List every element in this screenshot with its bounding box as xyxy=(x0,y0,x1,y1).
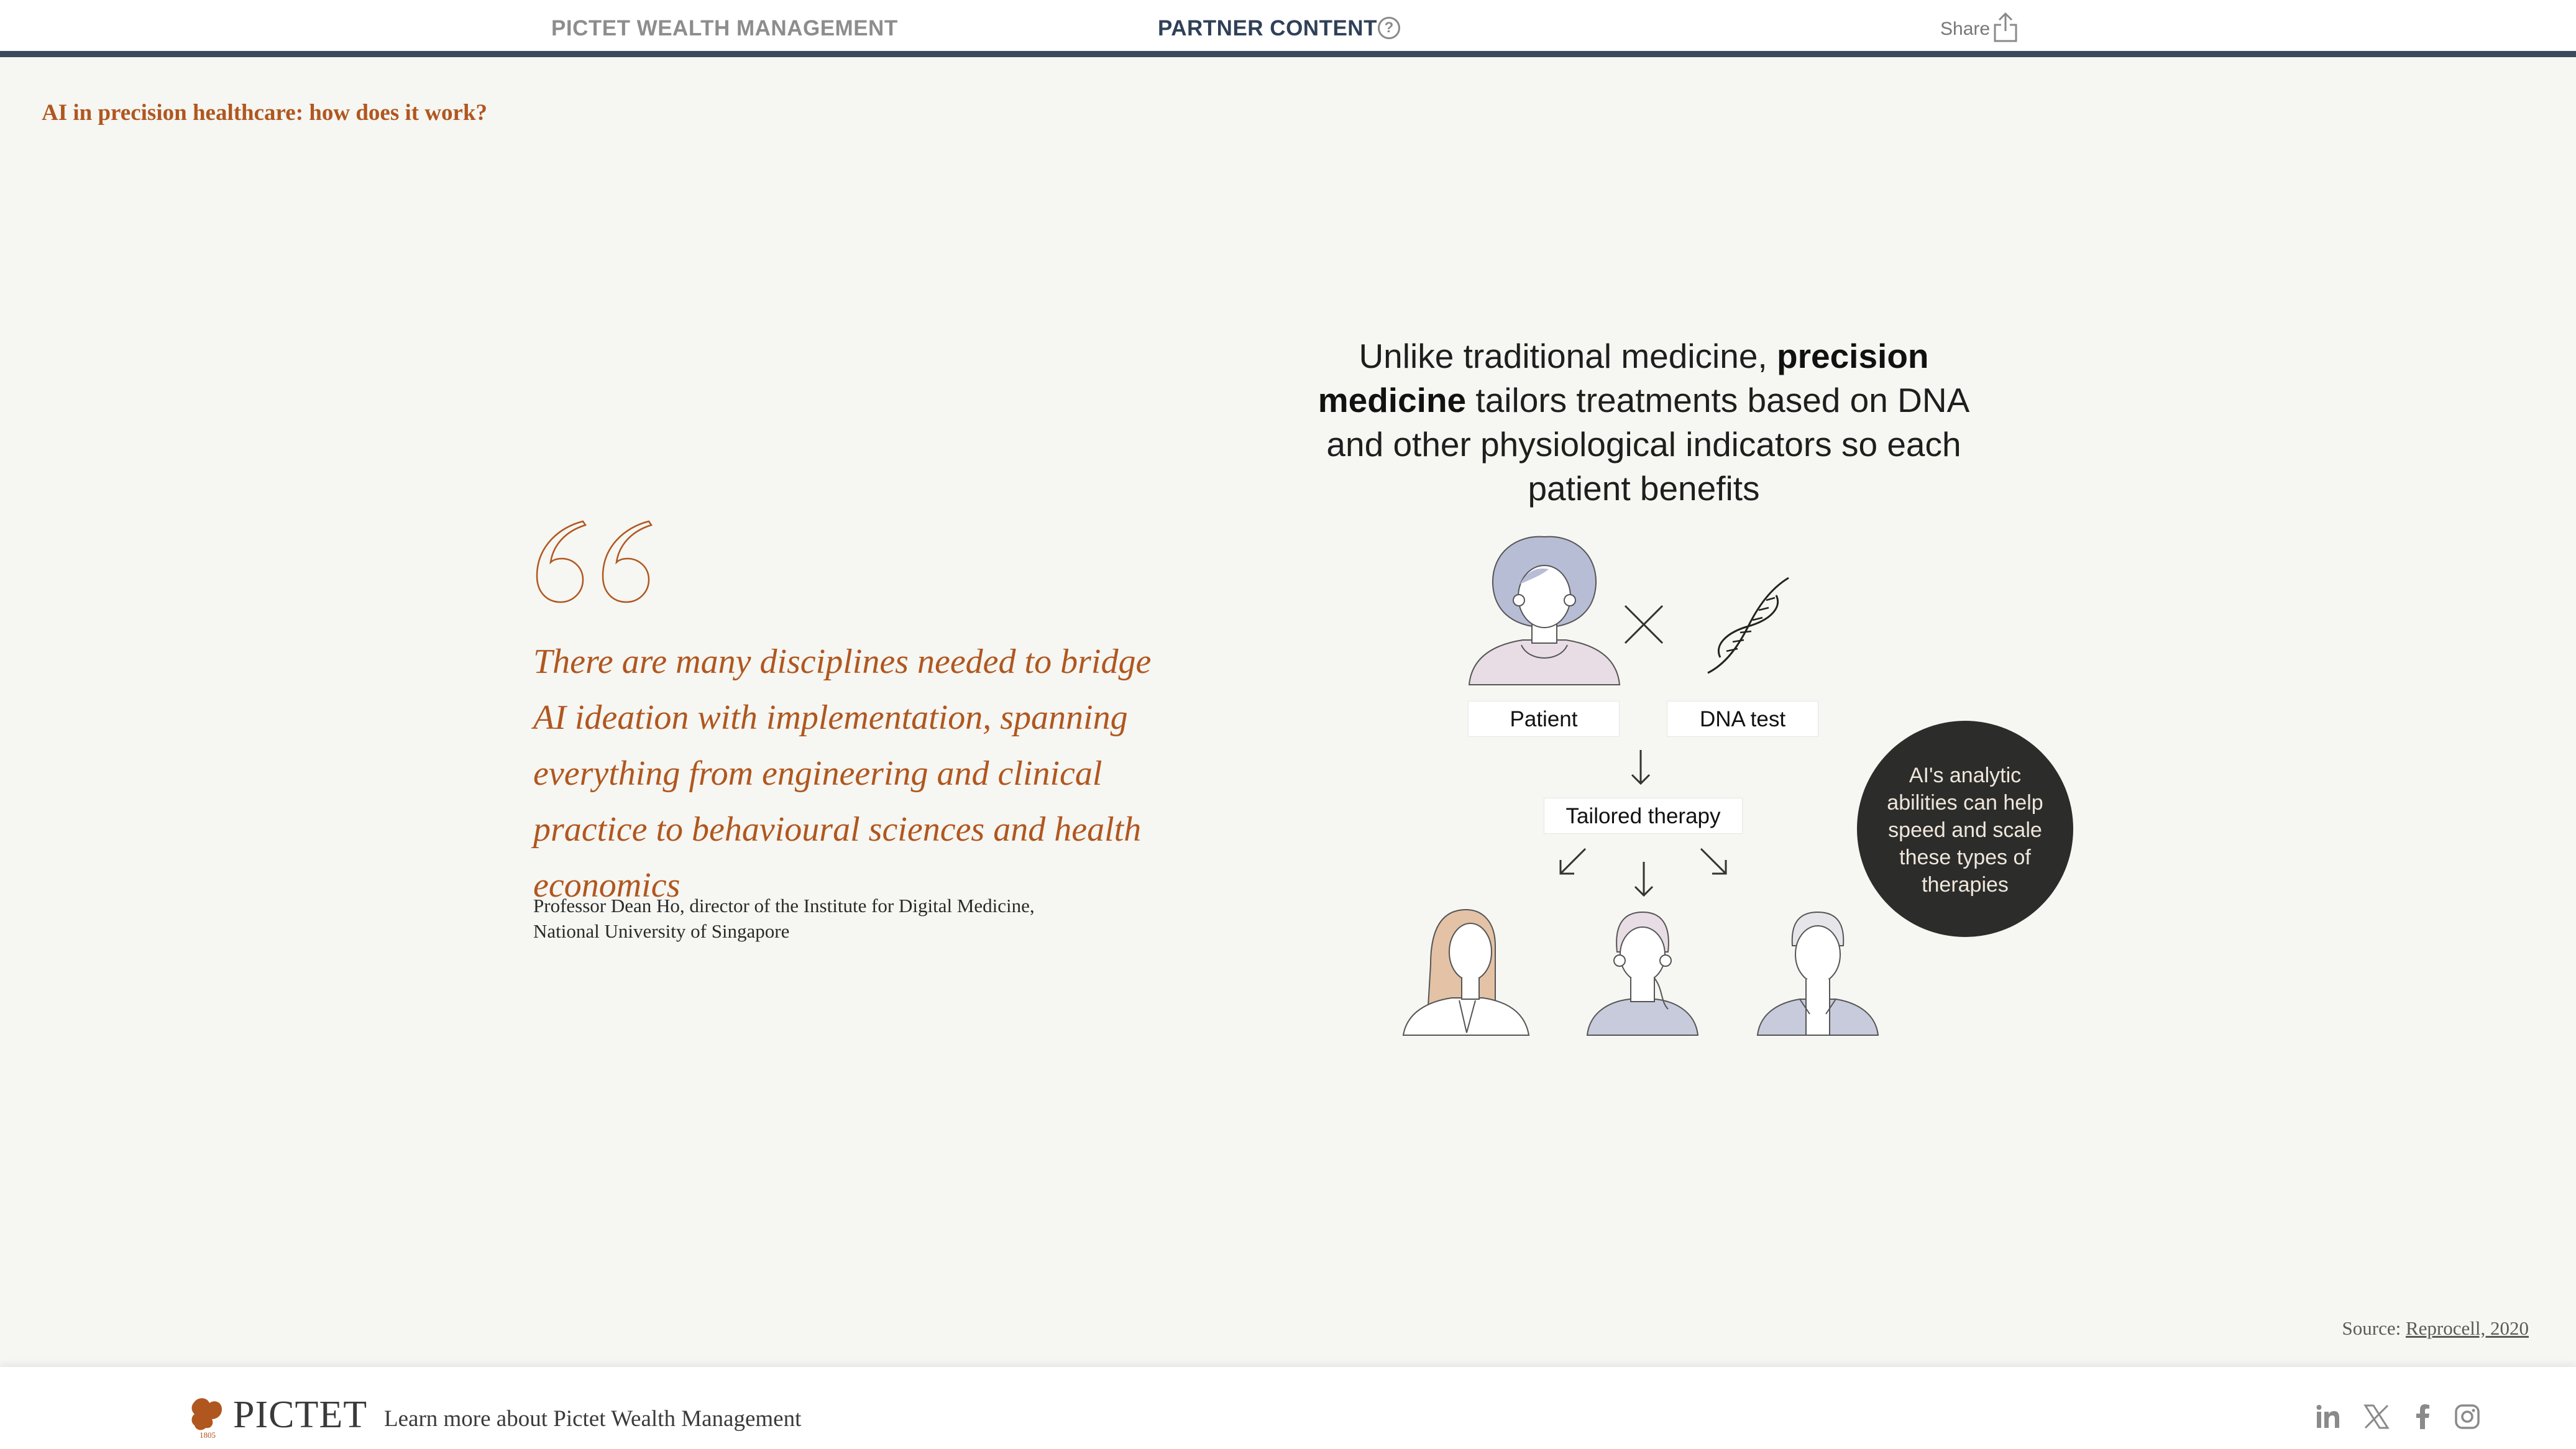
attribution-line-2: National University of Singapore xyxy=(533,920,790,942)
patient-woman-long-hair-illustration xyxy=(1402,908,1530,1036)
linkedin-icon[interactable] xyxy=(2314,1403,2342,1430)
brand-link[interactable]: PICTET WEALTH MANAGEMENT xyxy=(551,16,898,40)
question-circle-icon[interactable]: ? xyxy=(1378,17,1400,39)
intro-text-1: Unlike traditional medicine, xyxy=(1359,337,1777,375)
quote-text: There are many disciplines needed to bridge AI ideation with implementation, spanning everything from engineering and clinical practice to behavioural sciences and health economics xyxy=(533,642,1152,905)
quote-attribution xyxy=(533,893,1155,944)
attribution-line-1: Professor Dean Ho, director of the Institute for Digital Medicine, xyxy=(533,895,1035,916)
intro-text-2: tailors treatments based on DNA and other physiological indicators so each patient benefits xyxy=(1326,381,1970,508)
pictet-logo-icon[interactable] xyxy=(188,1394,227,1439)
dna-icon xyxy=(1702,570,1795,679)
source-note xyxy=(2342,1317,2529,1340)
source-prefix: Source: xyxy=(2342,1317,2406,1339)
section-title: AI in precision healthcare: how does it work? xyxy=(42,100,488,126)
x-icon[interactable] xyxy=(2363,1403,2390,1430)
arrow-down-icon xyxy=(1628,749,1653,786)
intro-bold: precision medicine xyxy=(1318,337,1929,419)
tailored-therapy-label: Tailored therapy xyxy=(1544,798,1743,834)
patient-man-jacket-illustration xyxy=(1756,908,1879,1036)
facebook-icon[interactable] xyxy=(2409,1403,2436,1430)
instagram-icon[interactable] xyxy=(2454,1403,2481,1430)
share-icon[interactable] xyxy=(1992,11,2019,43)
patient-label: Patient xyxy=(1468,701,1620,737)
quote-mark-icon xyxy=(533,519,654,606)
patient-illustration xyxy=(1467,534,1622,687)
arrow-down-left-icon xyxy=(1557,846,1588,877)
pictet-logo-wordmark[interactable]: PICTET xyxy=(233,1394,368,1436)
arrow-down-center-icon xyxy=(1631,861,1656,898)
learn-more-link[interactable]: Learn more about Pictet Wealth Management xyxy=(384,1406,802,1432)
infographic-intro xyxy=(1311,334,1976,511)
ai-note-circle: AI's analytic abilities can help speed and scale these types of therapies xyxy=(1857,721,2073,937)
patient-woman-ponytail-illustration xyxy=(1586,908,1699,1036)
share-label[interactable]: Share xyxy=(1940,19,1991,39)
footer xyxy=(0,1367,2576,1449)
dna-test-label: DNA test xyxy=(1667,701,1818,737)
source-link[interactable]: Reprocell, 2020 xyxy=(2405,1317,2529,1339)
logo-year: 1805 xyxy=(199,1430,216,1439)
partner-content-label: PARTNER CONTENT xyxy=(1158,16,1377,40)
multiply-icon xyxy=(1622,603,1666,646)
arrow-down-right-icon xyxy=(1698,846,1730,877)
top-bar xyxy=(0,0,2576,57)
